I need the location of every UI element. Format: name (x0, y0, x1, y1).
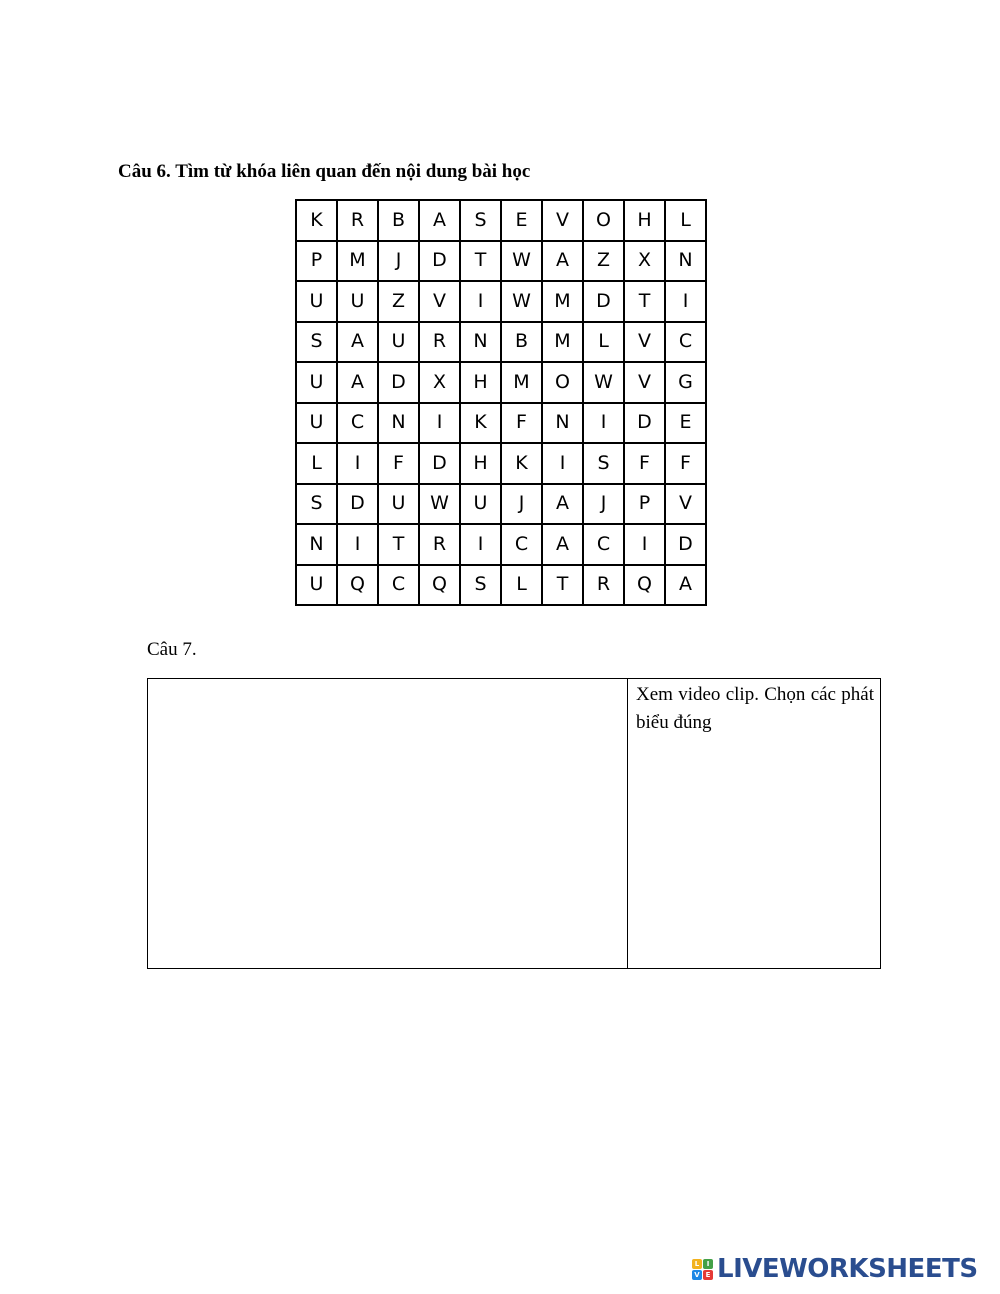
grid-cell[interactable]: M (501, 362, 542, 403)
grid-cell[interactable]: D (583, 281, 624, 322)
grid-cell[interactable]: N (665, 241, 706, 282)
grid-cell[interactable]: F (501, 403, 542, 444)
word-search-grid (295, 199, 707, 606)
grid-cell[interactable]: Q (337, 565, 378, 606)
grid-row (296, 281, 706, 322)
grid-cell[interactable]: U (378, 484, 419, 525)
grid-cell[interactable]: I (337, 443, 378, 484)
grid-cell[interactable]: B (501, 322, 542, 363)
grid-cell[interactable]: S (583, 443, 624, 484)
grid-cell[interactable]: Z (583, 241, 624, 282)
grid-cell[interactable]: R (419, 322, 460, 363)
grid-cell[interactable]: I (583, 403, 624, 444)
grid-cell[interactable]: V (665, 484, 706, 525)
grid-cell[interactable]: V (624, 322, 665, 363)
grid-row (296, 241, 706, 282)
grid-cell[interactable]: F (378, 443, 419, 484)
grid-cell[interactable]: N (460, 322, 501, 363)
grid-cell[interactable]: W (583, 362, 624, 403)
grid-cell[interactable]: M (542, 281, 583, 322)
grid-cell[interactable]: N (378, 403, 419, 444)
grid-row (296, 524, 706, 565)
grid-cell[interactable]: M (337, 241, 378, 282)
question-7-instruction: Xem video clip. Chọn các phát biểu đúng (636, 684, 874, 733)
logo-square-e: E (703, 1270, 713, 1280)
grid-cell[interactable]: W (419, 484, 460, 525)
logo-square-i: I (703, 1259, 713, 1269)
grid-cell[interactable]: S (460, 565, 501, 606)
grid-cell[interactable]: D (419, 241, 460, 282)
logo-icon (692, 1259, 713, 1280)
grid-cell[interactable]: D (337, 484, 378, 525)
logo-text: LIVEWORKSHEETS (717, 1254, 978, 1284)
grid-row (296, 403, 706, 444)
grid-cell[interactable]: C (583, 524, 624, 565)
grid-cell[interactable]: V (419, 281, 460, 322)
grid-cell[interactable]: P (296, 241, 337, 282)
grid-cell[interactable]: Q (624, 565, 665, 606)
grid-cell[interactable]: N (296, 524, 337, 565)
grid-cell[interactable]: L (583, 322, 624, 363)
grid-cell[interactable]: W (501, 241, 542, 282)
grid-cell[interactable]: A (337, 322, 378, 363)
grid-cell[interactable]: S (296, 322, 337, 363)
grid-cell[interactable]: K (460, 403, 501, 444)
grid-cell[interactable]: E (501, 200, 542, 241)
grid-cell[interactable]: E (665, 403, 706, 444)
grid-cell[interactable]: L (665, 200, 706, 241)
grid-cell[interactable]: U (378, 322, 419, 363)
grid-cell[interactable]: I (460, 524, 501, 565)
grid-cell[interactable]: Q (419, 565, 460, 606)
grid-cell[interactable]: V (542, 200, 583, 241)
grid-cell[interactable]: T (542, 565, 583, 606)
grid-cell[interactable]: R (419, 524, 460, 565)
grid-row (296, 443, 706, 484)
grid-cell[interactable]: R (583, 565, 624, 606)
grid-cell[interactable]: U (296, 565, 337, 606)
grid-cell[interactable]: I (460, 281, 501, 322)
grid-cell[interactable]: O (583, 200, 624, 241)
grid-cell[interactable]: I (665, 281, 706, 322)
grid-cell[interactable]: O (542, 362, 583, 403)
grid-cell[interactable]: L (296, 443, 337, 484)
grid-cell[interactable]: M (542, 322, 583, 363)
grid-cell[interactable]: C (665, 322, 706, 363)
grid-cell[interactable]: U (296, 281, 337, 322)
grid-cell[interactable]: L (501, 565, 542, 606)
grid-cell[interactable]: K (296, 200, 337, 241)
grid-cell[interactable]: A (542, 484, 583, 525)
grid-cell[interactable]: A (337, 362, 378, 403)
grid-cell[interactable]: D (378, 362, 419, 403)
grid-row (296, 322, 706, 363)
grid-cell[interactable]: J (501, 484, 542, 525)
grid-row (296, 200, 706, 241)
grid-cell[interactable]: W (501, 281, 542, 322)
grid-cell[interactable]: Z (378, 281, 419, 322)
logo-square-v: V (692, 1270, 702, 1280)
video-clip-area[interactable] (148, 679, 628, 968)
grid-cell[interactable]: F (624, 443, 665, 484)
grid-cell[interactable]: T (624, 281, 665, 322)
grid-cell[interactable]: D (624, 403, 665, 444)
grid-cell[interactable]: U (296, 403, 337, 444)
grid-cell[interactable]: X (624, 241, 665, 282)
grid-cell[interactable]: H (460, 362, 501, 403)
grid-cell[interactable]: B (378, 200, 419, 241)
grid-cell[interactable]: T (460, 241, 501, 282)
grid-cell[interactable]: I (542, 443, 583, 484)
grid-cell[interactable]: V (624, 362, 665, 403)
grid-cell[interactable]: T (378, 524, 419, 565)
grid-cell[interactable]: J (378, 241, 419, 282)
grid-cell[interactable]: I (419, 403, 460, 444)
grid-cell[interactable]: C (501, 524, 542, 565)
grid-cell[interactable]: F (665, 443, 706, 484)
grid-cell[interactable]: H (460, 443, 501, 484)
grid-cell[interactable]: R (337, 200, 378, 241)
question-6-title: Câu 6. Tìm từ khóa liên quan đến nội dung bài học (118, 161, 531, 182)
grid-cell[interactable]: I (337, 524, 378, 565)
grid-cell[interactable]: J (583, 484, 624, 525)
grid-cell[interactable]: N (542, 403, 583, 444)
logo-square-l: L (692, 1259, 702, 1269)
liveworksheets-logo (692, 1254, 978, 1284)
grid-cell[interactable]: P (624, 484, 665, 525)
grid-cell[interactable]: K (501, 443, 542, 484)
grid-cell[interactable]: C (337, 403, 378, 444)
grid-row (296, 362, 706, 403)
grid-cell[interactable]: H (624, 200, 665, 241)
grid-cell[interactable]: U (460, 484, 501, 525)
grid-cell[interactable]: A (542, 524, 583, 565)
grid-cell[interactable]: A (542, 241, 583, 282)
grid-cell[interactable]: G (665, 362, 706, 403)
grid-row (296, 565, 706, 606)
question-7-table (147, 678, 881, 969)
grid-cell[interactable]: D (419, 443, 460, 484)
question-7-title: Câu 7. (147, 639, 197, 660)
grid-cell[interactable]: U (296, 362, 337, 403)
grid-cell[interactable]: I (624, 524, 665, 565)
grid-cell[interactable]: A (665, 565, 706, 606)
grid-cell[interactable]: C (378, 565, 419, 606)
grid-cell[interactable]: D (665, 524, 706, 565)
grid-row (296, 484, 706, 525)
grid-cell[interactable]: S (460, 200, 501, 241)
grid-cell[interactable]: U (337, 281, 378, 322)
grid-cell[interactable]: A (419, 200, 460, 241)
grid-cell[interactable]: X (419, 362, 460, 403)
grid-cell[interactable]: S (296, 484, 337, 525)
